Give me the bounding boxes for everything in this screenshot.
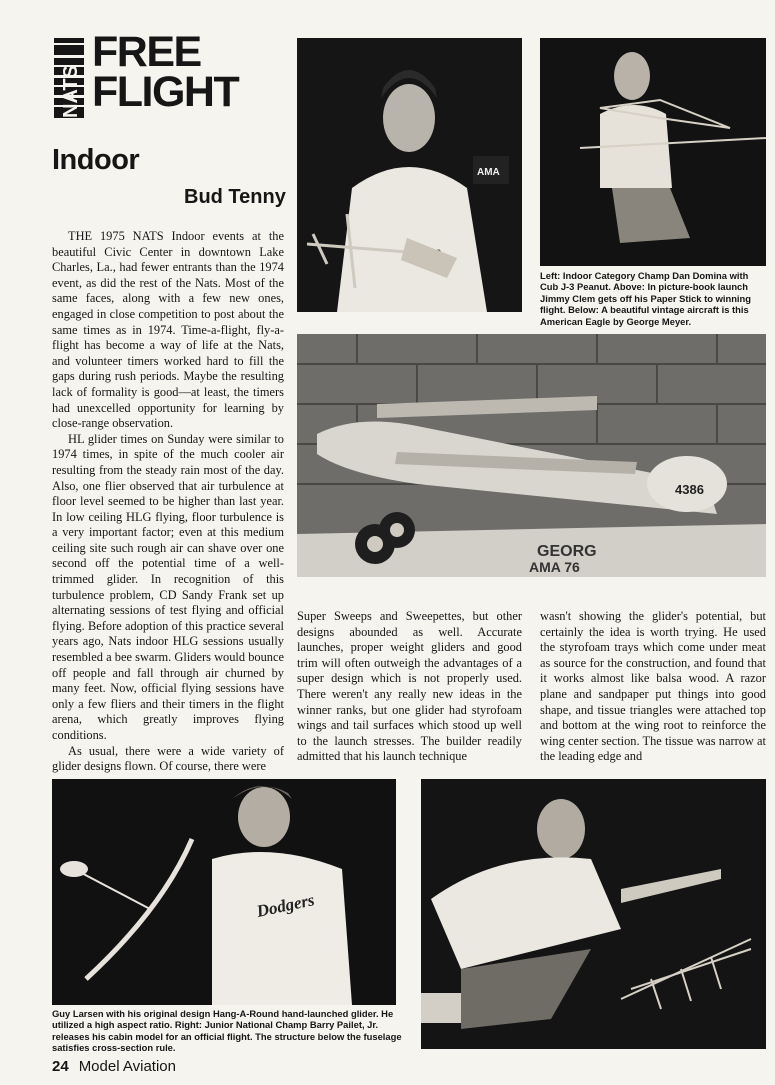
photo-jimmy-clem: [540, 38, 766, 266]
caption-top: Left: Indoor Category Champ Dan Domina with Cub J-3 Peanut. Above: In picture-book launch Jimmy Clem gets off his Paper Stick to winning flight. Below: A beautiful vintage aircraft is this American Eagle by George Meyer.: [540, 270, 751, 327]
article-column-1: [52, 229, 284, 775]
magazine-name: Model Aviation: [78, 1058, 176, 1075]
title-flight: FLIGHT: [92, 68, 239, 116]
photo-barry-pailet: [421, 779, 766, 1049]
page-number: 24: [52, 1058, 69, 1075]
paragraph: wasn't showing the glider's potential, but certainly the idea is worth trying. He used the styrofoam trays which come under meat as source for the construction, and found that it works almost like balsa wood. A razor plane and sandpaper put things into good shape, and tissue triangles were attached top and bottom at the wing root to reinforce the wing center section. The tissue was narrow at the leading edge and: [540, 609, 766, 764]
page-footer: [52, 1058, 176, 1075]
photo3-base-line1: GEORG: [537, 543, 597, 560]
title-free: FREE: [92, 28, 201, 76]
photo1-shirt-ama: AMA: [477, 167, 500, 178]
photo-dan-domina: [297, 38, 522, 312]
paragraph: Super Sweeps and Sweepettes, but other designs abounded as well. Accurate launches, proper weight gliders and good trim will often outweigh the advantages of a super design which is not properly used. There weren't any really new ideas in the winner ranks, but one glider had styrofoam wings and tail surfaces which stood up well to the launch stresses. The builder readily admitted that his launch technique: [297, 609, 522, 764]
photo-american-eagle: [297, 334, 766, 577]
article-column-3: [540, 609, 766, 765]
photo3-base-line2: AMA 76: [529, 559, 580, 575]
nats-logo-text: NATS: [60, 65, 82, 118]
photo4-jersey-text: Dodgers: [254, 890, 317, 921]
caption-bottom: Guy Larsen with his original design Hang-A-Round hand-launched glider. He utilized a high aspect ratio. Right: Junior National Champ Barry Pailet, Jr. releases his cabin model for an official flight. The structure below the fuselage satisfies cross-section rule.: [52, 1008, 402, 1054]
photo3-plane-number: 4386: [675, 482, 704, 497]
photo-guy-larsen: [52, 779, 396, 1005]
section-title: Indoor: [52, 144, 140, 176]
header-title: [92, 28, 239, 116]
author-byline: Bud Tenny: [184, 186, 286, 208]
paragraph: HL glider times on Sunday were similar to 1974 times, in spite of the much cooler air resulting from the steady rain most of the day. Also, one flier observed that air turbulence at floor level seemed to be higher than last year. In low ceiling HLG flying, floor turbulence is a very important factor; even at this medium ceiling site such rough air can shave over one second off the potential time of a well-trimmed glider. In recognition of this turbulence problem, CD Sandy Frank set up alternating sessions of test flying and official flying. Before adoption of this practice several years ago, Nats indoor HLG sessions usually resembled a bee swarm. Gliders would bounce off people and fall through air churned by many feet. Now, official flying sessions have only a few fliers and their timers in the flight arena, which greatly improves flying conditions.: [52, 431, 284, 742]
article-column-2: [297, 609, 522, 765]
paragraph: THE 1975 NATS Indoor events at the beautiful Civic Center in downtown Lake Charles, La., had fewer entrants than the 1974 event, as did the rest of the Nats. Most of the same faces, along with a few new ones, engaged in close competition to post about the same times as in 1974. Time-a-flight, fly-a-flight has become a way of life at the Nats, and volunteer timers worked hard to fill the gaps during rush periods. Maybe the resulting lack of formality is good—at least, the timers had unexcelled opportunity for learning by close-range observation.: [52, 229, 284, 431]
paragraph: As usual, there were a wide variety of glider designs flown. Of course, there were: [52, 743, 284, 774]
nats-logo: [52, 36, 86, 120]
